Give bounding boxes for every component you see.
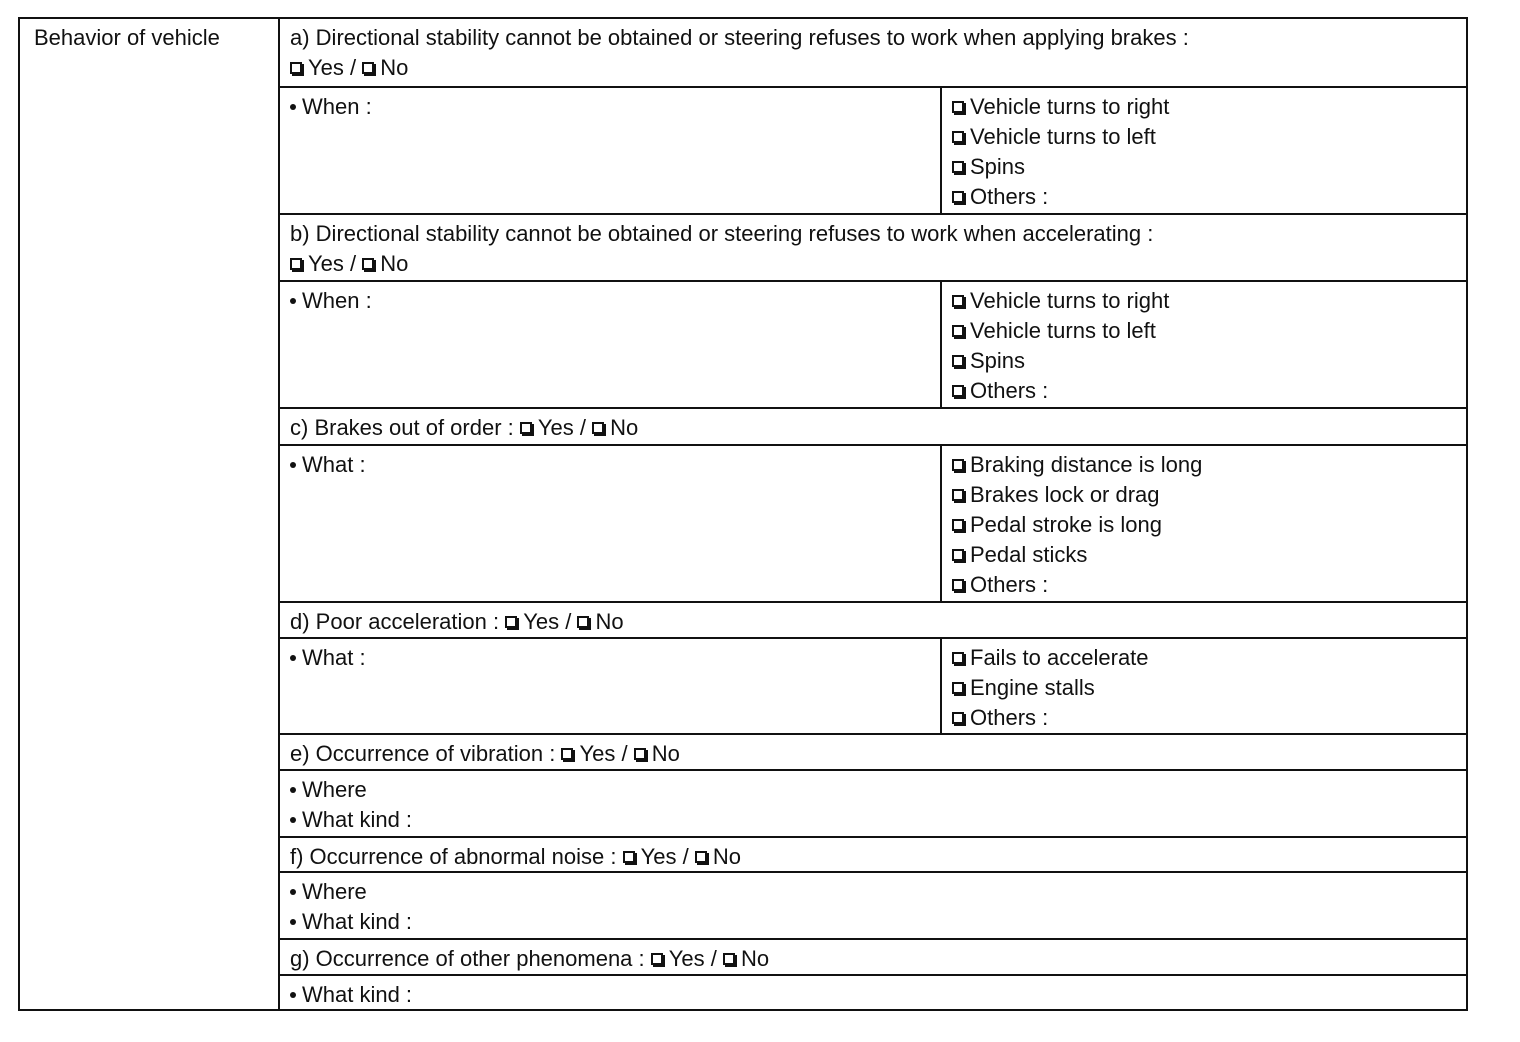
bullet-icon: [290, 992, 296, 998]
no-label: No: [651, 741, 680, 766]
bullet-icon: [290, 655, 296, 661]
question-e-row: e) Occurrence of vibration : Yes / No: [280, 735, 1466, 771]
question-b-when-cell: [280, 282, 942, 407]
question-e-text: e) Occurrence of vibration :: [290, 741, 556, 766]
checkbox-icon[interactable]: [952, 712, 964, 724]
when-label: When :: [302, 94, 372, 119]
question-d-no-checkbox[interactable]: [577, 616, 589, 628]
checkbox-icon[interactable]: [952, 682, 964, 694]
question-c-what-cell: [280, 446, 942, 601]
section-label: Behavior of vehicle: [34, 25, 220, 50]
question-a-no-checkbox[interactable]: [362, 62, 374, 74]
question-g-text: g) Occurrence of other phenomena :: [290, 946, 645, 971]
question-c-no-checkbox[interactable]: [592, 422, 604, 434]
option-item[interactable]: Fails to accelerate: [952, 643, 1149, 673]
what-kind-label: What kind :: [302, 807, 413, 832]
yes-label: Yes: [523, 609, 560, 634]
question-d-yes-checkbox[interactable]: [505, 616, 517, 628]
bullet-icon: [290, 889, 296, 895]
question-e-yes-checkbox[interactable]: [561, 748, 573, 760]
what-label: What :: [302, 645, 366, 670]
question-b-row: b) Directional stability cannot be obtained or steering refuses to work when accelerating : Yes / No: [280, 215, 1466, 282]
option-item[interactable]: Vehicle turns to left: [952, 122, 1169, 152]
question-f-row: f) Occurrence of abnormal noise : Yes / No: [280, 838, 1466, 873]
question-d-details-row: [280, 639, 1466, 735]
question-d-what-cell: [280, 639, 942, 733]
question-f-yes-checkbox[interactable]: [623, 851, 635, 863]
option-item[interactable]: Braking distance is long: [952, 450, 1202, 480]
no-label: No: [610, 415, 639, 440]
when-label: When :: [302, 288, 372, 313]
where-label: Where: [302, 777, 367, 802]
checkbox-icon[interactable]: [952, 355, 964, 367]
checkbox-icon[interactable]: [952, 101, 964, 113]
bullet-icon: [290, 104, 296, 110]
question-c-options-cell: [942, 446, 1466, 601]
checkbox-icon[interactable]: [952, 325, 964, 337]
no-label: No: [380, 55, 409, 80]
no-label: No: [380, 251, 409, 276]
checkbox-icon[interactable]: [952, 519, 964, 531]
question-b-details-row: [280, 282, 1466, 409]
question-b-yes-checkbox[interactable]: [290, 258, 302, 270]
question-f-details-row: [280, 873, 1466, 940]
question-b-text: b) Directional stability cannot be obtained or steering refuses to work when accelerating :: [290, 221, 1154, 246]
checkbox-icon[interactable]: [952, 161, 964, 173]
behavior-form: [18, 17, 1468, 1011]
question-g-no-checkbox[interactable]: [723, 953, 735, 965]
question-g-yes-checkbox[interactable]: [651, 953, 663, 965]
question-a-row: a) Directional stability cannot be obtained or steering refuses to work when applying brakes : Yes / No: [280, 19, 1466, 88]
checkbox-icon[interactable]: [952, 295, 964, 307]
yes-label: Yes: [579, 741, 616, 766]
option-item[interactable]: Vehicle turns to right: [952, 286, 1169, 316]
option-item[interactable]: Others :: [952, 570, 1202, 600]
no-label: No: [741, 946, 770, 971]
what-label: What :: [302, 452, 366, 477]
yes-label: Yes: [537, 415, 574, 440]
question-c-details-row: [280, 446, 1466, 603]
option-item[interactable]: Vehicle turns to right: [952, 92, 1169, 122]
bullet-icon: [290, 787, 296, 793]
bullet-icon: [290, 919, 296, 925]
checkbox-icon[interactable]: [952, 489, 964, 501]
question-a-options-cell: [942, 88, 1466, 213]
question-b-options-cell: [942, 282, 1466, 407]
question-g-details-row: [280, 976, 1466, 1009]
question-b-no-checkbox[interactable]: [362, 258, 374, 270]
checkbox-icon[interactable]: [952, 549, 964, 561]
section-label-cell: [20, 19, 280, 1009]
option-item[interactable]: Others :: [952, 376, 1169, 406]
checkbox-icon[interactable]: [952, 459, 964, 471]
option-item[interactable]: Vehicle turns to left: [952, 316, 1169, 346]
what-kind-label: What kind :: [302, 909, 413, 934]
question-d-row: d) Poor acceleration : Yes / No: [280, 603, 1466, 639]
option-item[interactable]: Brakes lock or drag: [952, 480, 1202, 510]
no-label: No: [595, 609, 624, 634]
bullet-icon: [290, 817, 296, 823]
checkbox-icon[interactable]: [952, 191, 964, 203]
option-item[interactable]: Others :: [952, 182, 1169, 212]
question-e-details-row: [280, 771, 1466, 838]
checkbox-icon[interactable]: [952, 385, 964, 397]
yes-label: Yes: [308, 55, 344, 80]
question-d-text: d) Poor acceleration :: [290, 609, 500, 634]
no-label: No: [712, 844, 741, 869]
option-item[interactable]: Pedal sticks: [952, 540, 1202, 570]
yes-label: Yes: [668, 946, 705, 971]
where-label: Where: [302, 879, 367, 904]
question-d-options-cell: [942, 639, 1466, 733]
question-c-row: c) Brakes out of order : Yes / No: [280, 409, 1466, 446]
checkbox-icon[interactable]: [952, 579, 964, 591]
yes-label: Yes: [308, 251, 344, 276]
option-item[interactable]: Pedal stroke is long: [952, 510, 1202, 540]
question-c-yes-checkbox[interactable]: [520, 422, 532, 434]
question-g-row: g) Occurrence of other phenomena : Yes / No: [280, 940, 1466, 976]
question-f-text: f) Occurrence of abnormal noise :: [290, 844, 617, 869]
question-e-no-checkbox[interactable]: [634, 748, 646, 760]
option-item[interactable]: Others :: [952, 703, 1149, 733]
yes-label: Yes: [640, 844, 677, 869]
question-f-no-checkbox[interactable]: [695, 851, 707, 863]
questions-column: [280, 19, 1466, 1009]
bullet-icon: [290, 462, 296, 468]
question-a-when-cell: [280, 88, 942, 213]
option-item[interactable]: Engine stalls: [952, 673, 1149, 703]
question-a-yes-checkbox[interactable]: [290, 62, 302, 74]
bullet-icon: [290, 298, 296, 304]
what-kind-label: What kind :: [302, 982, 413, 1007]
option-item[interactable]: Spins: [952, 152, 1169, 182]
question-c-text: c) Brakes out of order :: [290, 415, 514, 440]
checkbox-icon[interactable]: [952, 652, 964, 664]
question-a-details-row: [280, 88, 1466, 215]
checkbox-icon[interactable]: [952, 131, 964, 143]
option-item[interactable]: Spins: [952, 346, 1169, 376]
question-a-text: a) Directional stability cannot be obtained or steering refuses to work when applying brakes :: [290, 25, 1189, 50]
